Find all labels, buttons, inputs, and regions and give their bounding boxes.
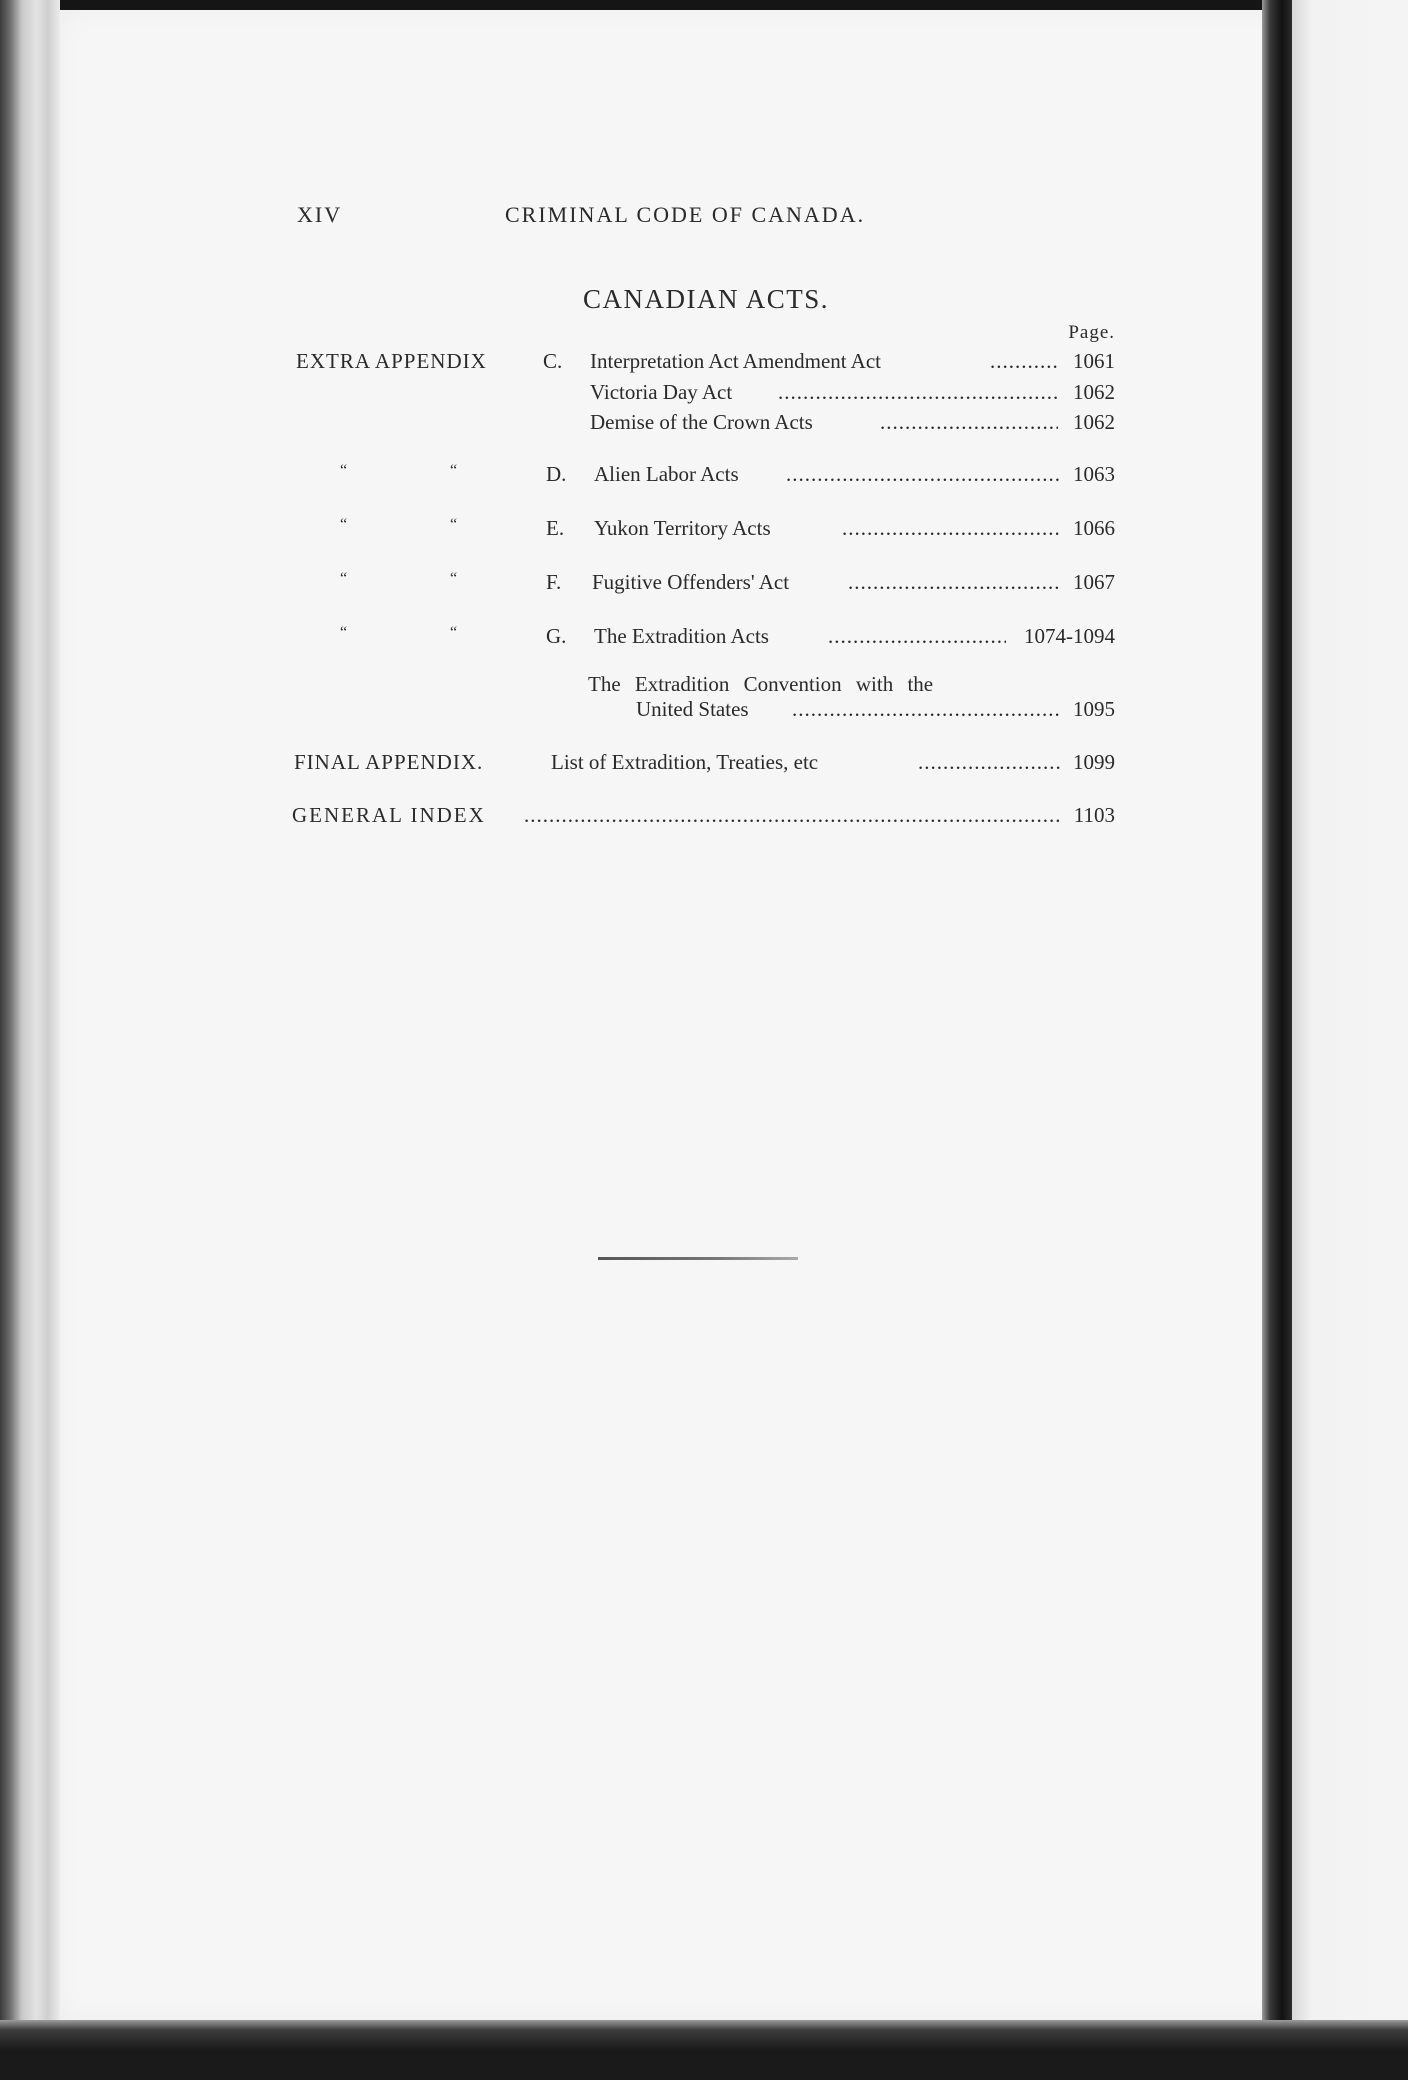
page-number: 1062 — [1073, 410, 1115, 434]
appendix-letter: E. — [546, 516, 565, 540]
ditto-mark: “ — [340, 570, 348, 587]
appendix-letter: C. — [543, 349, 563, 373]
page-number: 1067 — [1073, 570, 1115, 594]
entry-title-continued: United States — [636, 697, 749, 721]
entry-title: The Extradition Convention with the — [588, 672, 934, 696]
page-number: 1095 — [1073, 697, 1115, 721]
facing-page-edge — [1292, 0, 1408, 2080]
page-folio: XIV — [297, 202, 343, 227]
entry-title: Alien Labor Acts — [594, 462, 739, 486]
entry-title: Yukon Territory Acts — [594, 516, 771, 540]
page-number: 1066 — [1073, 516, 1115, 540]
entry-title: Victoria Day Act — [590, 380, 733, 404]
appendix-letter: F. — [546, 570, 562, 594]
appendix-letter: G. — [546, 624, 567, 648]
page-number: 1074-1094 — [1024, 624, 1115, 648]
end-rule — [598, 1257, 798, 1260]
page-number: 1063 — [1073, 462, 1115, 486]
page-number: 1061 — [1073, 349, 1115, 373]
entry-title: Interpretation Act Amendment Act — [590, 349, 882, 373]
book-title: CRIMINAL CODE OF CANADA. — [505, 202, 866, 227]
scan-edge-bottom — [0, 2020, 1408, 2080]
page-number: 1103 — [1073, 803, 1115, 827]
ditto-mark: “ — [340, 462, 348, 479]
ditto-mark: “ — [450, 570, 458, 587]
entry-title: List of Extradition, Treaties, etc — [551, 750, 819, 774]
entry-title: The Extradition Acts — [594, 624, 769, 648]
dot-leader — [524, 803, 1060, 828]
appendix-label: EXTRA APPENDIX — [296, 349, 487, 373]
ditto-mark: “ — [450, 462, 458, 479]
ditto-mark: “ — [340, 516, 348, 533]
page-number: 1062 — [1073, 380, 1115, 404]
ditto-mark: “ — [450, 624, 458, 641]
ditto-mark: “ — [450, 516, 458, 533]
index-label: GENERAL INDEX — [292, 803, 486, 827]
entry-title: Fugitive Offenders' Act — [592, 570, 790, 594]
page-column-label: Page. — [1068, 322, 1115, 343]
appendix-letter: D. — [546, 462, 567, 486]
section-title: CANADIAN ACTS. — [582, 284, 830, 314]
page-number: 1099 — [1073, 750, 1115, 774]
appendix-label: FINAL APPENDIX. — [294, 750, 484, 774]
ditto-mark: “ — [340, 624, 348, 641]
entry-title: Demise of the Crown Acts — [590, 410, 813, 434]
dot-leader — [828, 624, 1006, 649]
